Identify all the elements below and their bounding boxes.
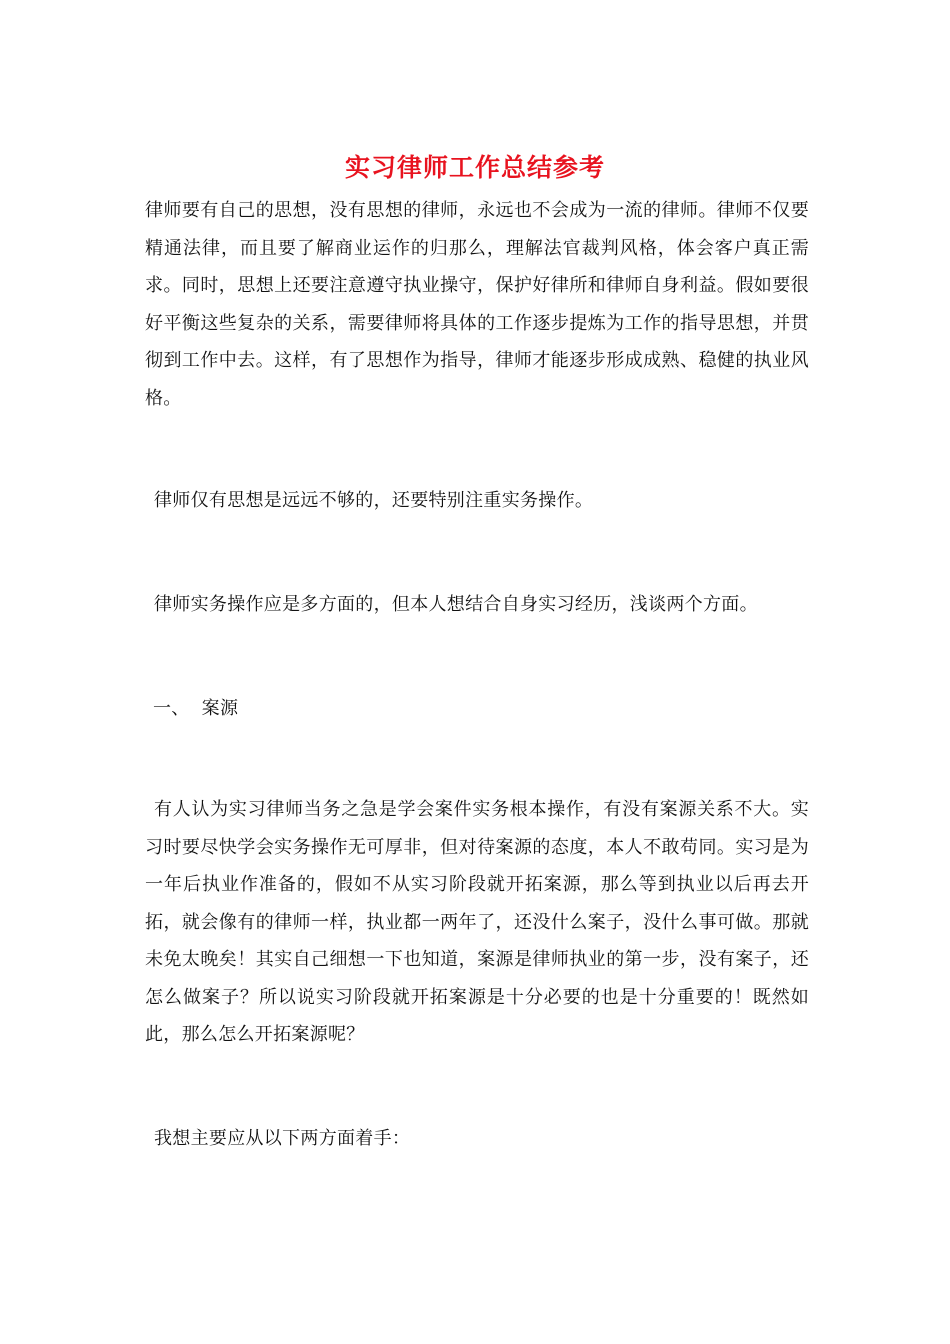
paragraph-lawyer-thinking: 律师要有自己的思想，没有思想的律师，永远也不会成为一流的律师。律师不仅要精通法律，而且要了解商业运作的归那么，理解法官裁判风格，体会客户真正需求。同时，思想上还要注意遵守执业操守，保护好律所和律师自身利益。假如要很好平衡这些复杂的关系，需要律师将具体的工作逐步提炼为工作的指导思想，并贯彻到工作中去。这样，有了思想作为指导，律师才能逐步形成成熟、稳健的执业风格。	[145, 200, 809, 409]
paragraph-practical-operation: 律师仅有思想是远远不够的，还要特别注重实务操作。	[154, 490, 594, 511]
document-title: 实习律师工作总结参考	[344, 153, 605, 182]
paragraph-case-source: 有人认为实习律师当务之急是学会案件实务根本操作，有没有案源关系不大。实习时要尽快学会实务操作无可厚非，但对待案源的态度，本人不敢苟同。实习是为一年后执业作准备的，假如不从实习阶段就开拓案源，那么等到执业以后再去开拓，就会像有的律师一样，执业都一两年了，还没什么案子，没什么事可做。那就未免太晚矣！其实自己细想一下也知道，案源是律师执业的第一步，没有案子，还怎么做案子？所以说实习阶段就开拓案源是十分必要的也是十分重要的！既然如此，那么怎么开拓案源呢？	[145, 799, 809, 1045]
paragraph-two-approaches: 我想主要应从以下两方面着手：	[154, 1128, 411, 1149]
paragraph-two-aspects: 律师实务操作应是多方面的，但本人想结合自身实习经历，浅谈两个方面。	[154, 594, 758, 615]
section-heading-case-source: 一、 案源	[153, 698, 239, 719]
